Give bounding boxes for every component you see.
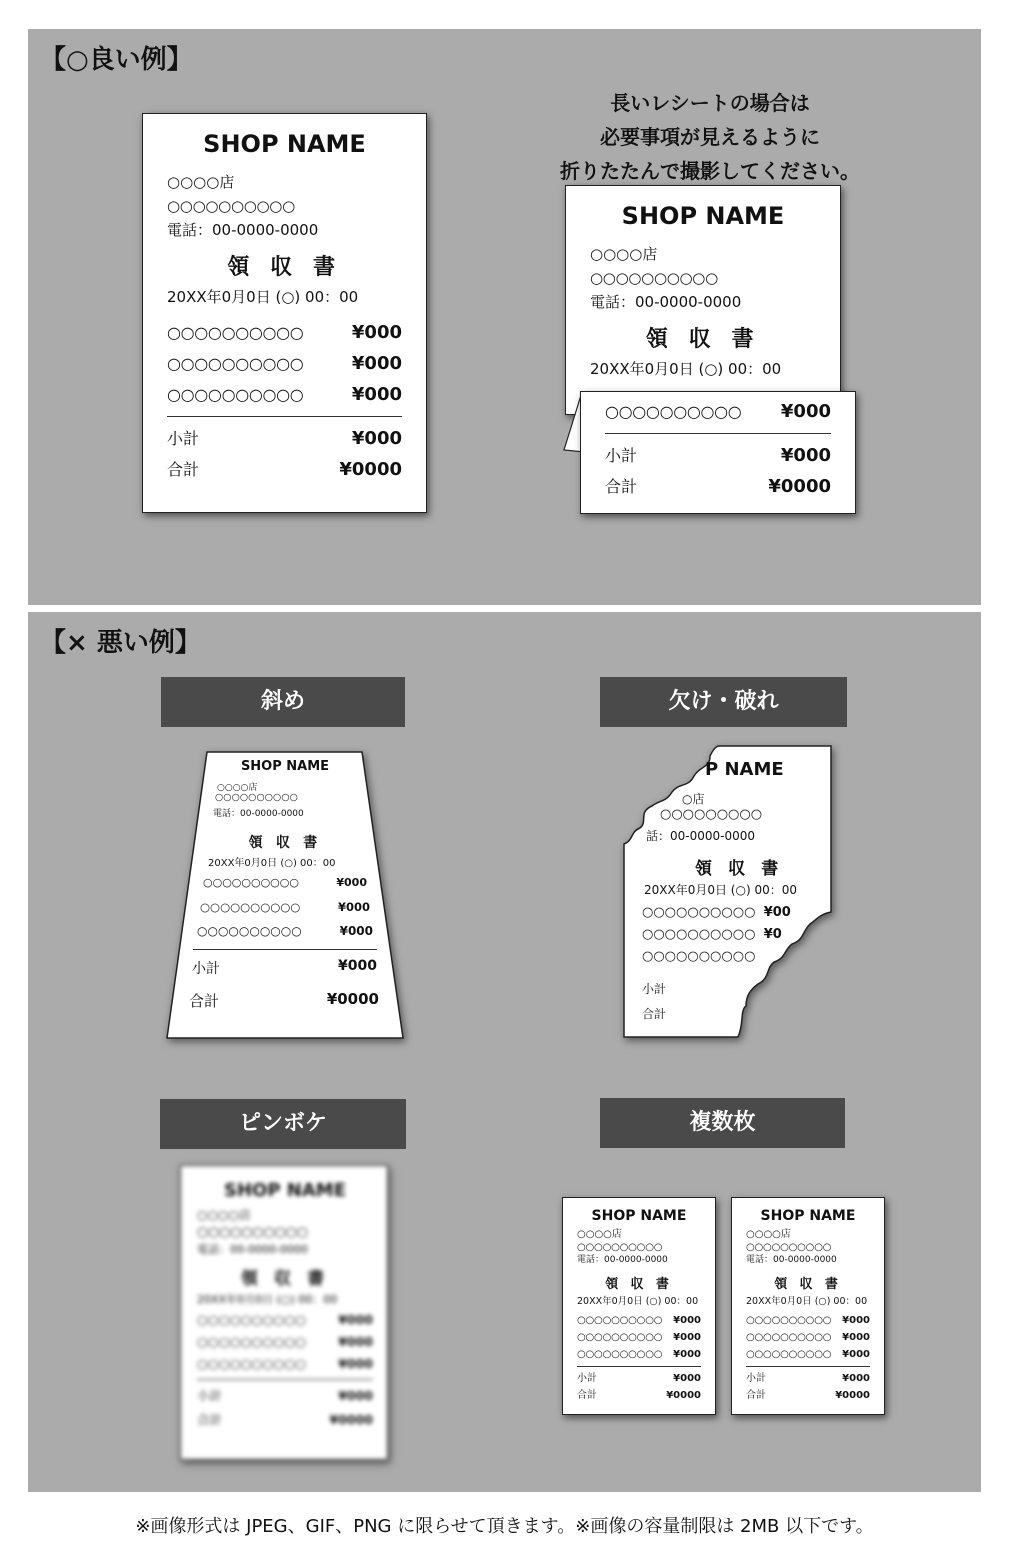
receipt-total-row: 合計 ¥0000 — [605, 476, 831, 497]
good-receipt — [142, 113, 427, 513]
receipt-title: 領 収 書 — [645, 327, 761, 352]
diagonal-receipt-text: SHOP NAME ○○○○店 ○○○○○○○○○○ 電話：00-0000-0000 領 収 書 20XX年0月0日 (○) 00：00 ○○○○○○○○○○ ¥000 ○○○○○○○○○○ ¥000 ○○○○○○○○○○ ¥000 小計 ¥000 合計 ¥0000 — [189, 759, 379, 1010]
label-diagonal: 斜め — [161, 677, 405, 727]
receipt-subtotal-row: 小計 ¥000 — [167, 428, 402, 449]
folded-receipt-bottom — [580, 391, 856, 514]
label-torn: 欠け・破れ — [600, 677, 847, 727]
receipt-item-row: ○○○○○○○○○○ ¥000 — [605, 401, 831, 422]
receipt-total-row: 合計 ¥0000 — [167, 459, 402, 480]
folded-receipt-top — [565, 185, 841, 415]
receipt-date: 20XX年0月0日 (○) 00：00 — [167, 288, 359, 306]
receipt-shop-name: SHOP NAME — [203, 130, 366, 158]
receipt-item-row: ○○○○○○○○○○ ¥000 — [167, 322, 402, 343]
receipt-date: 20XX年0月0日 (○) 00：00 — [590, 360, 782, 378]
receipt-phone: 電話：00-0000-0000 — [590, 293, 742, 311]
receipt-divider — [167, 416, 402, 417]
multiple-receipt-1: SHOP NAME ○○○○店 ○○○○○○○○○○ 電話：00-0000-0000 領 収 書 20XX年0月0日 (○) 00：00 ○○○○○○○○○○ ¥000 ○○○○○○○○○○ ¥000 ○○○○○○○○○○ ¥000 小計 ¥000 合計 ¥0000 — [562, 1197, 716, 1415]
receipt-address: ○○○○○○○○○○ — [167, 197, 295, 215]
receipt-branch: ○○○○店 — [590, 245, 658, 263]
receipt-title: 領 収 書 — [227, 255, 342, 280]
receipt-phone: 電話：00-0000-0000 — [167, 221, 319, 239]
torn-receipt-wrap — [620, 744, 835, 1040]
receipt-subtotal-row: 小計 ¥000 — [605, 445, 831, 466]
fold-instruction: 長いレシートの場合は 必要事項が見えるように 折りたたんで撮影してください。 — [560, 91, 860, 183]
receipt-shop-name: SHOP NAME — [621, 202, 785, 230]
diagonal-receipt-wrap — [165, 750, 405, 1040]
bad-example-heading: 【× 悪い例】 — [40, 628, 201, 658]
footer-note: ※画像形式は JPEG、GIF、PNG に限らせて頂きます。※画像の容量制限は 2MB 以下です。 — [135, 1516, 874, 1537]
good-example-heading: 【○良い例】 — [40, 45, 193, 75]
receipt-item-row: ○○○○○○○○○○ ¥000 — [167, 353, 402, 374]
receipt-divider — [605, 433, 831, 434]
label-multiple: 複数枚 — [600, 1098, 845, 1148]
torn-receipt-text: P NAME ○店 ○○○○○○○○○ 話：00-0000-0000 領 収 書 20XX年0月0日 (○) 00：00 ○○○○○○○○○○ ¥00 ○○○○○○○○○○ ¥0 ○○○○○○○○○○ 小計 合計 — [642, 759, 797, 1021]
receipt-item-row: ○○○○○○○○○○ ¥000 — [167, 384, 402, 405]
receipt-branch: ○○○○店 — [167, 173, 235, 191]
blurred-receipt: SHOP NAME ○○○○店 ○○○○○○○○○○ 電話：00-0000-0000 領 収 書 20XX年0月0日 (○) 00：00 ○○○○○○○○○○ ¥000 ○○○○○○○○○○ ¥000 ○○○○○○○○○○ ¥000 小計 ¥000 合計 ¥0000 — [180, 1165, 388, 1460]
multiple-receipt-2: SHOP NAME ○○○○店 ○○○○○○○○○○ 電話：00-0000-0000 領 収 書 20XX年0月0日 (○) 00：00 ○○○○○○○○○○ ¥000 ○○○○○○○○○○ ¥000 ○○○○○○○○○○ ¥000 小計 ¥000 合計 ¥0000 — [731, 1197, 885, 1415]
receipt-address: ○○○○○○○○○○ — [590, 269, 718, 287]
label-blur: ピンボケ — [160, 1099, 406, 1149]
